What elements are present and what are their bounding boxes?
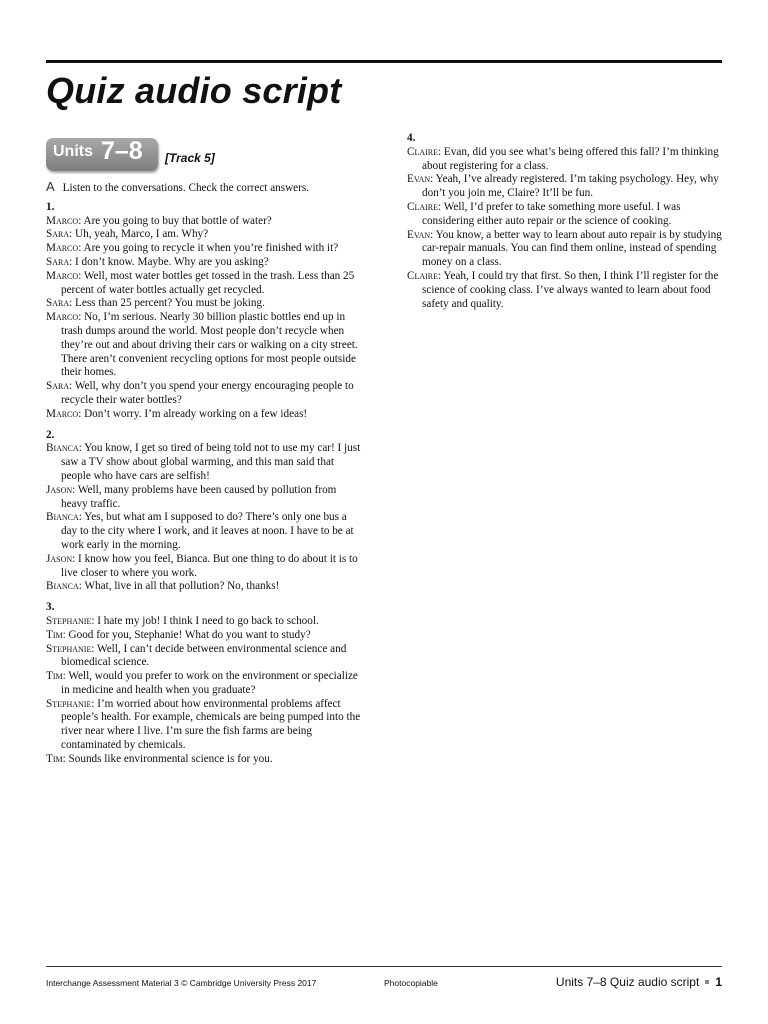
dialogue-line: Tim: Good for you, Stephanie! What do you want to study? [46,628,311,641]
dialogue-line: Bianca: Yes, but what am I supposed to do? There’s only one bus a day to the city where I work, and it leaves at noon. I have to be at work early in the morning. [46,511,354,551]
speaker-name: Bianca [46,511,79,524]
speaker-name: Sara [46,228,70,241]
top-rule [46,60,722,63]
dialogue-line: Claire: Yeah, I could try that first. So then, I think I’ll register for the science of cooking class. I’ve always wanted to learn about food safety and quality. [407,269,719,310]
line-text: Well, why don’t you spend your energy encouraging people to recycle their water bottles? [61,380,354,406]
left-column [46,180,362,774]
line-text: Well, I can’t decide between environmental science and biomedical science. [61,642,347,669]
dialogue-line: Evan: You know, a better way to learn about auto repair is by studying car-repair manuals. You can find them online, instead of spending money on a class. [407,228,722,269]
speaker-name: Stephanie [46,614,92,627]
footer-page-info [556,975,722,989]
line-text: Are you going to buy that bottle of water? [83,214,272,227]
dialogue-line: Claire: Evan, did you see what’s being offered this fall? I’m thinking about registering for a class. [407,145,719,172]
line-text: Well, many problems have been caused by pollution from heavy traffic. [61,483,337,510]
speaker-name: Marco [46,269,79,282]
dialogue-line: Marco: Are you going to buy that bottle of water? [46,214,272,227]
line-text: Yes, but what am I supposed to do? There’s only one bus a day to the city where I work, and it leaves at noon. I have to be at work early in the morning. [61,511,354,551]
speaker-name: Marco [46,407,79,420]
dialogue-line: Stephanie: Well, I can’t decide between environmental science and biomedical science. [46,642,347,669]
speaker-name: Tim [46,752,63,765]
page-title: Quiz audio script [46,70,342,111]
right-column [407,132,725,318]
dialogue-line: Tim: Well, would you prefer to work on the environment or specialize in medicine and health when you graduate? [46,670,358,696]
units-range: 7–8 [101,137,143,165]
units-word: Units [53,143,93,160]
speaker-name: Tim [46,670,63,683]
footer-title: Units 7–8 Quiz audio script [555,975,700,989]
instruction [46,180,362,196]
line-text: What, live in all that pollution? No, thanks! [84,580,280,593]
line-text: No, I’m serious. Nearly 30 billion plastic bottles end up in trash dumps around the world. Most people don’t recycle when they’re out and about driving their cars or walking on a city street. There aren’t convenient recycling options for most people outside their homes. [61,311,358,379]
section-2 [46,429,362,595]
dialogue-line: Bianca: What, live in all that pollution? No, thanks! [46,580,280,593]
dialogue-line: Marco: No, I’m serious. Nearly 30 billion plastic bottles end up in trash dumps around the world. Most people don’t recycle when they’re out and about driving their cars or walking on a city street. There aren’t convenient recycling options for most people outside their homes. [46,311,358,379]
units-badge [46,138,158,171]
dialogue-line: Tim: Sounds like environmental science is for you. [46,752,273,765]
dialogue-line: Sara: Less than 25 percent? You must be joking. [46,297,265,310]
speaker-name: Marco [46,242,79,255]
section-number: 1. [46,200,55,213]
track-label: [Track 5] [165,151,215,165]
line-text: I’m worried about how environmental problems affect people’s health. For example, chemicals are being pumped into the river near where I live. I’m sure the fish farms are being contaminated by chemicals. [61,697,361,752]
speaker-name: Stephanie [46,642,92,655]
dialogue-line: Jason: I know how you feel, Bianca. But one thing to do about it is to live closer to where you work. [46,552,358,579]
speaker-name: Bianca [46,580,79,593]
dialogue-line: Claire: Well, I’d prefer to take something more useful. I was considering either auto repair or the science of cooking. [407,200,681,227]
dialogue-line: Evan: Yeah, I’ve already registered. I’m taking psychology. Hey, why don’t you join me, Claire? It’ll be fun. [407,173,719,200]
footer-square-icon [705,980,709,984]
line-text: Good for you, Stephanie! What do you want to study? [68,628,311,641]
speaker-name: Tim [46,628,63,641]
page-number: 1 [715,975,722,989]
line-text: Don’t worry. I’m already working on a few ideas! [84,407,308,420]
line-text: Less than 25 percent? You must be joking. [75,297,265,310]
speaker-name: Sara [46,297,70,310]
instruction-text: Listen to the conversations. Check the correct answers. [62,182,310,194]
dialogue-line: Marco: Well, most water bottles get tossed in the trash. Less than 25 percent of water bottles actually get recycled. [46,269,355,296]
section-number: 3. [46,601,55,614]
line-text: I don’t know. Maybe. Why are you asking? [75,255,269,268]
speaker-name: Evan [407,228,431,241]
speaker-name: Claire [407,269,439,282]
dialogue-line: Stephanie: I hate my job! I think I need to go back to school. [46,614,319,627]
line-text: Yeah, I’ve already registered. I’m taking psychology. Hey, why don’t you join me, Claire? It’ll be fun. [422,173,719,200]
line-text: Evan, did you see what’s being offered this fall? I’m thinking about registering for a class. [422,145,719,172]
footer-copyright: Interchange Assessment Material 3 © Cambridge University Press 2017 [46,978,317,988]
line-text: Well, I’d prefer to take something more useful. I was considering either auto repair or the science of cooking. [422,200,681,227]
line-text: Yeah, I could try that first. So then, I think I’ll register for the science of cooking class. I’ve always wanted to learn about food safety and quality. [422,269,719,310]
section-number: 2. [46,428,55,441]
speaker-name: Bianca [46,442,79,455]
dialogue-line: Jason: Well, many problems have been caused by pollution from heavy traffic. [46,483,337,510]
speaker-name: Jason [46,552,73,565]
speaker-name: Stephanie [46,697,92,710]
instruction-letter: A [46,179,55,194]
speaker-name: Claire [407,145,439,158]
line-text: Well, would you prefer to work on the environment or specialize in medicine and health when you graduate? [61,670,358,696]
section-1 [46,201,362,422]
dialogue-line: Marco: Are you going to recycle it when you’re finished with it? [46,242,339,255]
dialogue-line: Sara: Uh, yeah, Marco, I am. Why? [46,228,209,241]
speaker-name: Marco [46,214,79,227]
dialogue-line: Bianca: You know, I get so tired of being told not to use my car! I just saw a TV show about global warming, and this man said that people who have cars are selfish! [46,442,361,482]
line-text: I hate my job! I think I need to go back to school. [97,614,319,627]
speaker-name: Jason [46,483,73,496]
line-text: I know how you feel, Bianca. But one thing to do about it is to live closer to where you work. [61,552,358,579]
line-text: You know, I get so tired of being told not to use my car! I just saw a TV show about global warming, and this man said that people who have cars are selfish! [61,442,361,482]
speaker-name: Marco [46,311,79,324]
speaker-name: Sara [46,255,70,268]
section-3 [46,601,362,767]
line-text: You know, a better way to learn about auto repair is by studying car-repair manuals. You can find them online, instead of spending money on a class. [422,228,722,269]
section-4 [407,132,725,311]
line-text: Uh, yeah, Marco, I am. Why? [75,228,209,241]
dialogue-line: Sara: I don’t know. Maybe. Why are you asking? [46,255,269,268]
section-number: 4. [407,132,416,144]
speaker-name: Evan [407,173,431,186]
line-text: Well, most water bottles get tossed in the trash. Less than 25 percent of water bottles actually get recycled. [61,269,355,296]
footer [46,966,722,989]
line-text: Are you going to recycle it when you’re finished with it? [83,242,339,255]
footer-photocopiable: Photocopiable [384,978,438,988]
line-text: Sounds like environmental science is for you. [68,752,273,765]
dialogue-line: Marco: Don’t worry. I’m already working on a few ideas! [46,407,308,420]
speaker-name: Claire [407,200,439,213]
speaker-name: Sara [46,380,70,393]
dialogue-line: Sara: Well, why don’t you spend your energy encouraging people to recycle their water bottles? [46,380,354,406]
dialogue-line: Stephanie: I’m worried about how environmental problems affect people’s health. For example, chemicals are being pumped into the river near where I live. I’m sure the fish farms are being contaminated by chemicals. [46,697,361,752]
